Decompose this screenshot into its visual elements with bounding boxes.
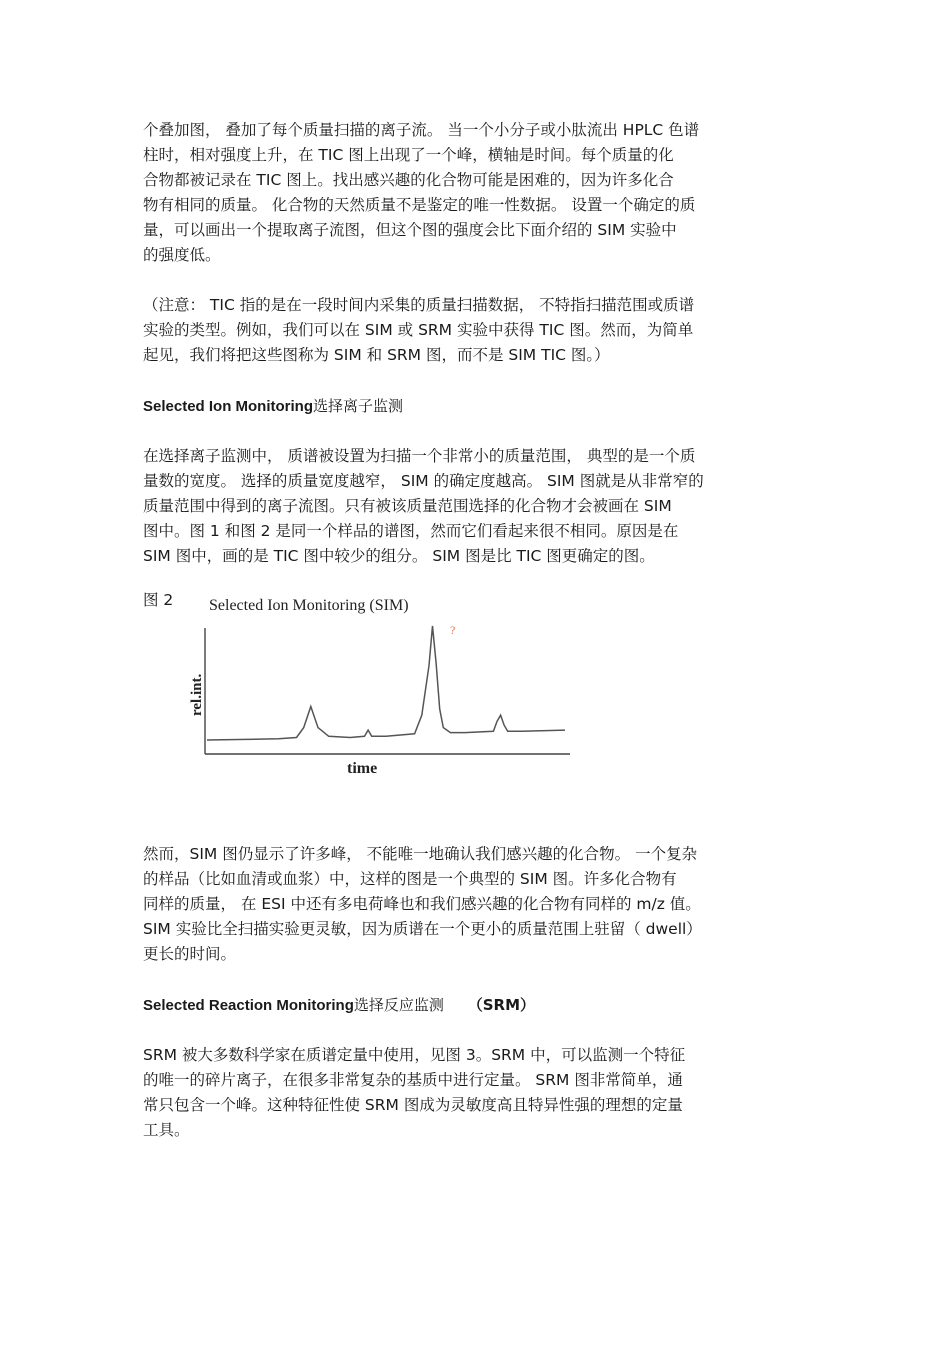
figure-label: 图 2 — [143, 591, 174, 609]
document-page — [143, 118, 808, 569]
text-line: 合物都被记录在 TIC 图上。找出感兴趣的化合物可能是困难的，因为许多化合 — [143, 171, 674, 189]
text-line: 然而，SIM 图仍显示了许多峰， 不能唯一地确认我们感兴趣的化合物。 一个复杂 — [143, 845, 698, 863]
text-line: 柱时，相对强度上升，在 TIC 图上出现了一个峰，横轴是时间。每个质量的化 — [143, 146, 674, 164]
chart-title: Selected Ion Monitoring (SIM) — [209, 597, 409, 614]
text-line: 实验的类型。例如，我们可以在 SIM 或 SRM 实验中获得 TIC 图。然而，为简单 — [143, 321, 694, 339]
heading-chinese: 选择反应监测 — [353, 996, 444, 1014]
heading-chinese: 选择离子监测 — [313, 397, 404, 415]
text-line: 更长的时间。 — [143, 945, 237, 963]
text-line: 物有相同的质量。 化合物的天然质量不是鉴定的唯一性数据。 设置一个确定的质 — [143, 196, 696, 214]
paragraph-tic-description — [143, 118, 808, 268]
paragraph-sim-limits — [143, 842, 808, 967]
paragraph-note — [143, 293, 808, 368]
text-line: 在选择离子监测中， 质谱被设置为扫描一个非常小的质量范围， 典型的是一个质 — [143, 447, 696, 465]
sim-chart — [143, 588, 583, 788]
text-line: SRM 被大多数科学家在质谱定量中使用，见图 3。SRM 中，可以监测一个特征 — [143, 1046, 686, 1064]
text-line: 个叠加图， 叠加了每个质量扫描的离子流。 当一个小分子或小肽流出 HPLC 色谱 — [143, 121, 700, 139]
text-line: SIM 图中，画的是 TIC 图中较少的组分。 SIM 图是比 TIC 图更确定的图。 — [143, 547, 655, 565]
series-line — [207, 626, 565, 740]
paragraph-srm — [143, 1043, 808, 1143]
text-line: 量数的宽度。 选择的质量宽度越窄， SIM 的确定度越高。 SIM 图就是从非常窄的 — [143, 472, 704, 490]
section-heading-sim — [143, 394, 808, 419]
paragraph-sim — [143, 444, 808, 569]
document-page-lower — [143, 842, 808, 1143]
text-line: 的强度低。 — [143, 246, 221, 264]
x-axis-label: time — [347, 760, 378, 777]
heading-english: Selected Reaction Monitoring — [143, 997, 354, 1014]
text-line: 工具。 — [143, 1121, 190, 1139]
peak-annotation: ? — [450, 623, 456, 637]
text-line: 的样品（比如血清或血浆）中，这样的图是一个典型的 SIM 图。许多化合物有 — [143, 870, 677, 888]
text-line: 量，可以画出一个提取离子流图，但这个图的强度会比下面介绍的 SIM 实验中 — [143, 221, 677, 239]
figure-2 — [143, 588, 583, 788]
heading-abbreviation: （SRM） — [467, 996, 535, 1014]
text-line: 的唯一的碎片离子，在很多非常复杂的基质中进行定量。 SRM 图非常简单，通 — [143, 1071, 683, 1089]
text-line: 质量范围中得到的离子流图。只有被该质量范围选择的化合物才会被画在 SIM — [143, 497, 672, 515]
heading-english: Selected Ion Monitoring — [143, 398, 314, 415]
text-line: 同样的质量， 在 ESI 中还有多电荷峰也和我们感兴趣的化合物有同样的 m/z 值。 — [143, 895, 701, 913]
text-line: 图中。图 1 和图 2 是同一个样品的谱图，然而它们看起来很不相同。原因是在 — [143, 522, 679, 540]
text-line: 起见，我们将把这些图称为 SIM 和 SRM 图，而不是 SIM TIC 图。） — [143, 346, 610, 364]
section-heading-srm — [143, 993, 808, 1018]
text-line: （注意： TIC 指的是在一段时间内采集的质量扫描数据， 不特指扫描范围或质谱 — [143, 296, 695, 314]
text-line: SIM 实验比全扫描实验更灵敏，因为质谱在一个更小的质量范围上驻留（ dwell） — [143, 920, 702, 938]
y-axis-label: rel.int. — [189, 673, 205, 716]
text-line: 常只包含一个峰。这种特征性使 SRM 图成为灵敏度高且特异性强的理想的定量 — [143, 1096, 683, 1114]
